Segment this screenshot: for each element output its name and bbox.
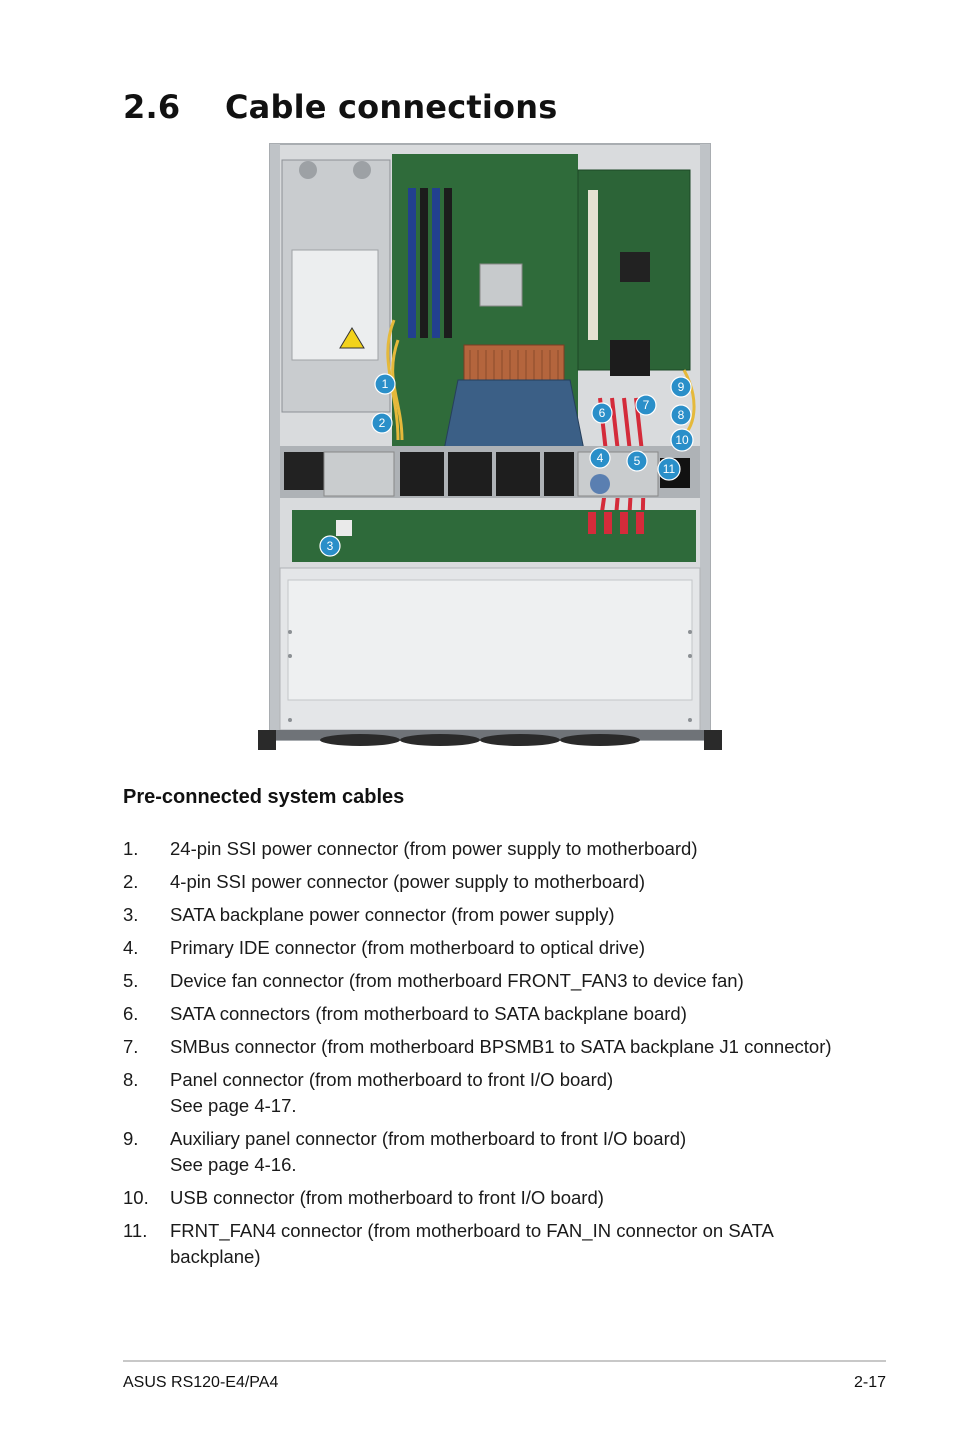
see-page-reference: See page 4-17.: [170, 1095, 297, 1116]
bezel-vent: [320, 734, 400, 746]
callout-10: [671, 429, 693, 451]
fan: [284, 452, 324, 490]
footer-product-name: ASUS RS120-E4/PA4: [123, 1374, 279, 1391]
item-number: 4.: [123, 937, 139, 958]
callout-8-label: 8: [677, 408, 685, 422]
see-page-reference: See page 4-16.: [170, 1154, 297, 1175]
item-number: 5.: [123, 970, 139, 991]
expansion-slot: [588, 190, 598, 340]
callout-5-label: 5: [633, 454, 641, 468]
dimm-slot: [432, 188, 440, 338]
psu-fan-vent-2: [353, 161, 371, 179]
dimm-slot: [408, 188, 416, 338]
list-item: [123, 869, 843, 895]
dimm-slot: [444, 188, 452, 338]
bezel-vent: [480, 734, 560, 746]
callout-6-label: 6: [598, 406, 606, 420]
bay-screw: [590, 474, 610, 494]
list-item: [123, 836, 843, 862]
callout-2: [372, 413, 392, 433]
item-text: SMBus connector (from motherboard BPSMB1 to SATA backplane J1 connector): [170, 1036, 832, 1057]
section-number: 2.6: [123, 88, 181, 126]
item-text: 4-pin SSI power connector (power supply to motherboard): [170, 871, 646, 892]
server-chassis-diagram: [248, 140, 732, 760]
psu-fan-vent: [299, 161, 317, 179]
callout-7: [636, 395, 656, 415]
item-text: FRNT_FAN4 connector (from motherboard to FAN_IN connector on SATA backplane): [170, 1220, 773, 1267]
fan: [448, 452, 492, 496]
callout-11: [658, 458, 680, 480]
callout-3-label: 3: [326, 539, 334, 553]
callout-11-label: 11: [662, 462, 676, 476]
callout-8: [671, 405, 691, 425]
callout-1-label: 1: [381, 377, 389, 391]
callout-2-label: 2: [378, 416, 386, 430]
callout-5: [627, 451, 647, 471]
item-number: 1.: [123, 838, 139, 859]
server-chassis-figure: [248, 140, 732, 760]
section-title: [123, 88, 557, 126]
item-text: USB connector (from motherboard to front I/O board): [170, 1187, 604, 1208]
list-item: [123, 1034, 843, 1060]
item-text: Primary IDE connector (from motherboard to optical drive): [170, 937, 646, 958]
callout-6: [592, 403, 612, 423]
callout-4: [590, 448, 610, 468]
subheading: Pre-connected system cables: [123, 786, 405, 808]
device-bay-cover: [324, 452, 394, 496]
callout-9: [671, 377, 691, 397]
callout-1: [375, 374, 395, 394]
item-text: Panel connector (from motherboard to front I/O board): [170, 1069, 614, 1090]
item-number: 3.: [123, 904, 139, 925]
bmc-chip: [620, 252, 650, 282]
dimm-slot: [420, 188, 428, 338]
bezel-vent: [560, 734, 640, 746]
callout-7-label: 7: [642, 398, 650, 412]
chipset-heatsink: [480, 264, 522, 306]
list-item: [123, 1001, 843, 1027]
footer-page-number: 2-17: [853, 1374, 886, 1391]
item-number: 10.: [123, 1187, 149, 1208]
power-supply-label: [292, 250, 378, 360]
item-number: 8.: [123, 1069, 139, 1090]
item-number: 6.: [123, 1003, 139, 1024]
backplane-power-connector: [336, 520, 352, 536]
callout-4-label: 4: [596, 451, 604, 465]
controller-heatsink: [610, 340, 650, 376]
section-title-text: Cable connections: [225, 88, 558, 126]
fan: [496, 452, 540, 496]
list-item: [123, 1218, 843, 1270]
item-number: 9.: [123, 1128, 139, 1149]
list-item: [123, 1126, 843, 1178]
item-number: 2.: [123, 871, 139, 892]
item-number: 11.: [123, 1220, 148, 1241]
item-number: 7.: [123, 1036, 139, 1057]
air-duct: [444, 380, 584, 450]
cable-list: [123, 836, 843, 1277]
list-item: [123, 1185, 843, 1211]
bezel-vent: [400, 734, 480, 746]
list-item: [123, 1067, 843, 1119]
callout-3: [320, 536, 340, 556]
drive-cage-cover: [288, 580, 692, 700]
list-item: [123, 935, 843, 961]
chassis-left-rail: [270, 144, 280, 740]
footer-divider: [123, 1360, 886, 1362]
fan: [400, 452, 444, 496]
item-text: Auxiliary panel connector (from motherboard to front I/O board): [170, 1128, 687, 1149]
callout-9-label: 9: [677, 380, 685, 394]
sata-backplane: [292, 510, 696, 562]
rack-handle: [258, 730, 276, 750]
list-item: [123, 968, 843, 994]
item-text: SATA connectors (from motherboard to SATA backplane board): [170, 1003, 687, 1024]
list-item: [123, 902, 843, 928]
callout-10-label: 10: [675, 433, 689, 447]
chassis-right-rail: [700, 144, 710, 740]
rack-handle: [704, 730, 722, 750]
item-text: SATA backplane power connector (from power supply): [170, 904, 615, 925]
item-text: Device fan connector (from motherboard FRONT_FAN3 to device fan): [170, 970, 744, 991]
item-text: 24-pin SSI power connector (from power supply to motherboard): [170, 838, 698, 859]
fan: [544, 452, 574, 496]
